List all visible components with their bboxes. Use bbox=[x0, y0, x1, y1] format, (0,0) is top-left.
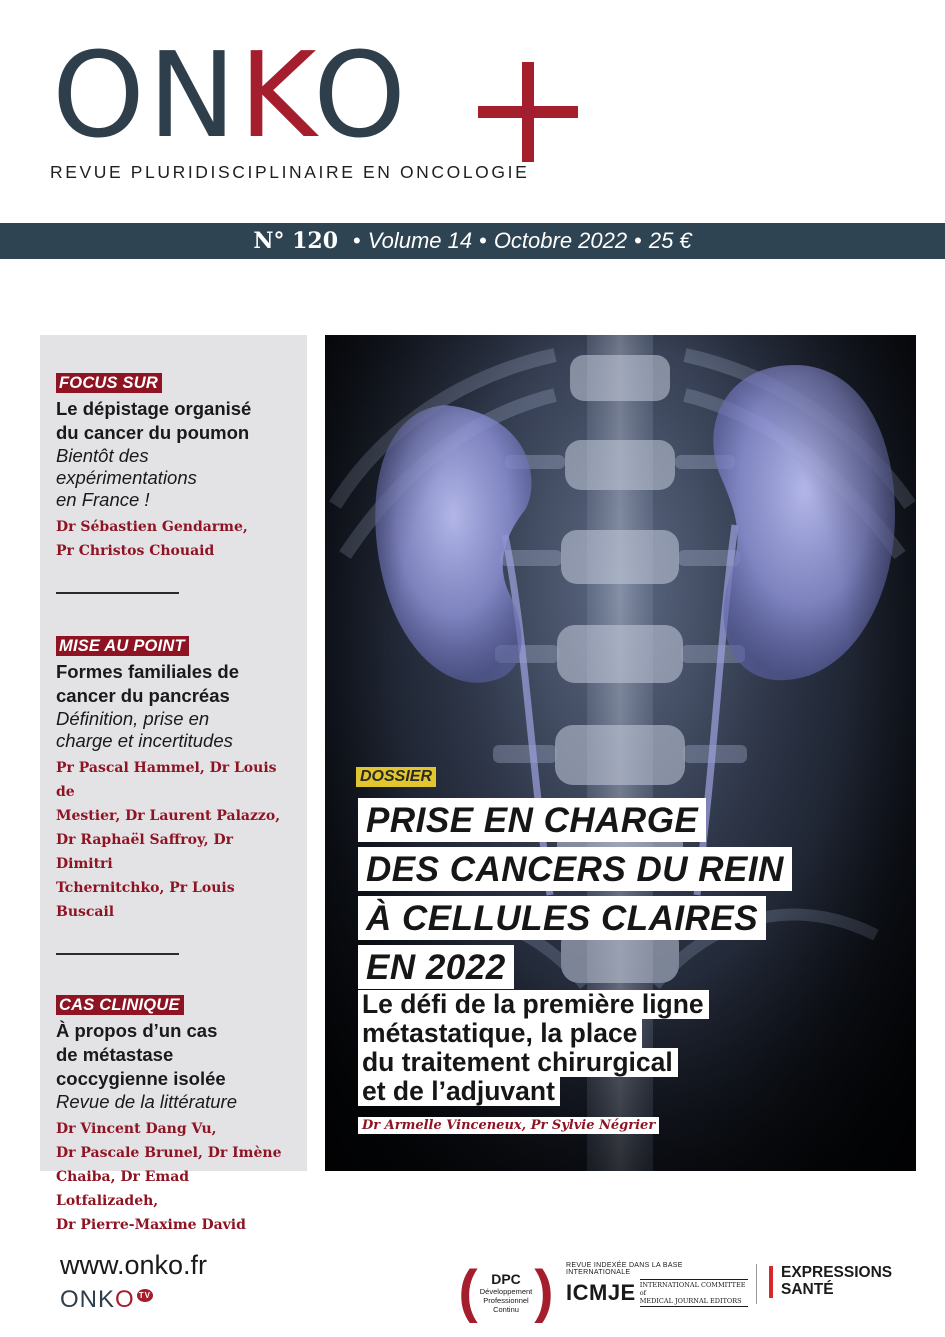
article-subtitle bbox=[56, 708, 293, 752]
subhead-line: du traitement chirurgical bbox=[358, 1048, 678, 1077]
section-tag: CAS CLINIQUE bbox=[56, 995, 184, 1015]
author-line: Mestier, Dr Laurent Palazzo, bbox=[56, 808, 281, 824]
section-tag: FOCUS SUR bbox=[56, 373, 162, 393]
article-authors bbox=[56, 515, 293, 563]
article-subtitle bbox=[56, 445, 293, 511]
website-link[interactable]: www.onko.fr bbox=[60, 1250, 208, 1280]
author-line: Tchernitchko, Pr Louis Buscail bbox=[56, 880, 235, 920]
red-bar-icon bbox=[769, 1266, 773, 1298]
dossier-headline[interactable] bbox=[358, 798, 792, 994]
publisher-line: EXPRESSIONS bbox=[781, 1264, 893, 1281]
logo-letter-k: K bbox=[239, 26, 314, 164]
subtitle-line: Définition, prise en bbox=[56, 708, 210, 729]
issue-price: 25 € bbox=[648, 228, 692, 253]
article-title bbox=[56, 397, 293, 445]
author-line: Pr Christos Chouaid bbox=[56, 543, 215, 559]
title-line: de métastase bbox=[56, 1044, 174, 1065]
onkotv-logo[interactable] bbox=[60, 1286, 153, 1314]
issue-separator: • bbox=[353, 228, 361, 253]
dossier-tag: DOSSIER bbox=[356, 767, 436, 787]
expressions-sante-logo bbox=[769, 1264, 892, 1298]
headline-line: EN 2022 bbox=[358, 945, 514, 989]
tv-badge-icon: TV bbox=[138, 1290, 151, 1300]
subhead-line: métastatique, la place bbox=[358, 1019, 642, 1048]
article-title bbox=[56, 1019, 293, 1091]
onkotv-letter-o: O bbox=[115, 1286, 135, 1313]
paren-close-icon: ) bbox=[534, 1259, 554, 1324]
subtitle-line: charge et incertitudes bbox=[56, 730, 233, 751]
headline-line: DES CANCERS DU REIN bbox=[358, 847, 792, 891]
subtitle-line: expérimentations bbox=[56, 467, 197, 488]
section-tag: MISE AU POINT bbox=[56, 636, 189, 656]
subtitle-line: en France ! bbox=[56, 489, 150, 510]
publisher-line: SANTÉ bbox=[781, 1281, 834, 1298]
article-subtitle bbox=[56, 1091, 293, 1113]
title-line: Le dépistage organisé bbox=[56, 398, 252, 419]
sidebar-article-focus[interactable] bbox=[56, 373, 293, 563]
dpc-line: Continu bbox=[493, 1304, 519, 1314]
dossier-authors: Dr Armelle Vinceneux, Pr Sylvie Négrier bbox=[358, 1117, 659, 1134]
headline-line: À CELLULES CLAIRES bbox=[358, 896, 766, 940]
icmje-desc-line: INTERNATIONAL COMMITTEE of bbox=[639, 1281, 746, 1297]
subhead-line: Le défi de la première ligne bbox=[358, 990, 709, 1019]
icmje-desc-line: MEDICAL JOURNAL EDITORS bbox=[639, 1297, 742, 1305]
issue-separator: • bbox=[634, 228, 642, 253]
author-line: Chaiba, Dr Emad Lotfalizadeh, bbox=[56, 1169, 190, 1209]
author-line: Dr Pascale Brunel, Dr Imène bbox=[56, 1145, 282, 1161]
headline-line: PRISE EN CHARGE bbox=[358, 798, 706, 842]
title-line: Formes familiales de bbox=[56, 661, 240, 682]
title-line: du cancer du poumon bbox=[56, 422, 250, 443]
dpc-logo bbox=[460, 1258, 552, 1326]
dossier-subhead bbox=[358, 990, 709, 1106]
sidebar-article-mise-au-point[interactable] bbox=[56, 636, 293, 924]
issue-info-bar bbox=[0, 223, 945, 259]
logo-letters-on: ON bbox=[52, 26, 240, 164]
logo-letter-o: O bbox=[313, 26, 409, 164]
title-line: coccygienne isolée bbox=[56, 1068, 226, 1089]
author-line: Dr Pierre-Maxime David bbox=[56, 1217, 246, 1233]
plus-icon bbox=[478, 62, 578, 162]
icmje-caption: REVUE INDEXÉE DANS LA BASE INTERNATIONALE bbox=[566, 1262, 683, 1276]
dpc-line: Développement bbox=[479, 1286, 533, 1296]
paren-open-icon: ( bbox=[458, 1259, 478, 1324]
issue-volume: Volume 14 bbox=[367, 228, 473, 253]
issue-number: N° 120 bbox=[253, 228, 339, 254]
author-line: Dr Vincent Dang Vu, bbox=[56, 1121, 217, 1137]
article-authors bbox=[56, 1117, 293, 1237]
onko-logo bbox=[52, 26, 409, 164]
subtitle-line: Bientôt des bbox=[56, 445, 149, 466]
title-line: cancer du pancréas bbox=[56, 685, 230, 706]
issue-separator: • bbox=[479, 228, 487, 253]
dpc-line: Professionnel bbox=[483, 1295, 529, 1305]
article-title bbox=[56, 660, 293, 708]
icmje-description bbox=[640, 1279, 748, 1307]
subhead-line: et de l’adjuvant bbox=[358, 1077, 560, 1106]
dpc-acronym: DPC bbox=[491, 1270, 521, 1287]
author-line: Dr Raphaël Saffroy, Dr Dimitri bbox=[56, 832, 234, 872]
author-line: Pr Pascal Hammel, Dr Louis de bbox=[56, 760, 277, 800]
masthead-tagline: REVUE PLURIDISCIPLINAIRE EN ONCOLOGIE bbox=[50, 162, 530, 182]
section-divider bbox=[56, 592, 179, 594]
article-authors bbox=[56, 756, 293, 924]
author-line: Dr Sébastien Gendarme, bbox=[56, 519, 248, 535]
icmje-acronym: ICMJE bbox=[566, 1280, 636, 1305]
contents-sidebar bbox=[40, 335, 307, 1233]
title-line: À propos d’un cas bbox=[56, 1020, 218, 1041]
section-divider bbox=[56, 953, 179, 955]
sidebar-article-cas-clinique[interactable] bbox=[56, 997, 293, 1237]
issue-date: Octobre 2022 bbox=[493, 228, 628, 253]
icmje-logo bbox=[566, 1262, 748, 1307]
footer-divider bbox=[756, 1264, 757, 1304]
subtitle-line: Revue de la littérature bbox=[56, 1091, 237, 1112]
onkotv-letters: ONK bbox=[60, 1286, 116, 1313]
